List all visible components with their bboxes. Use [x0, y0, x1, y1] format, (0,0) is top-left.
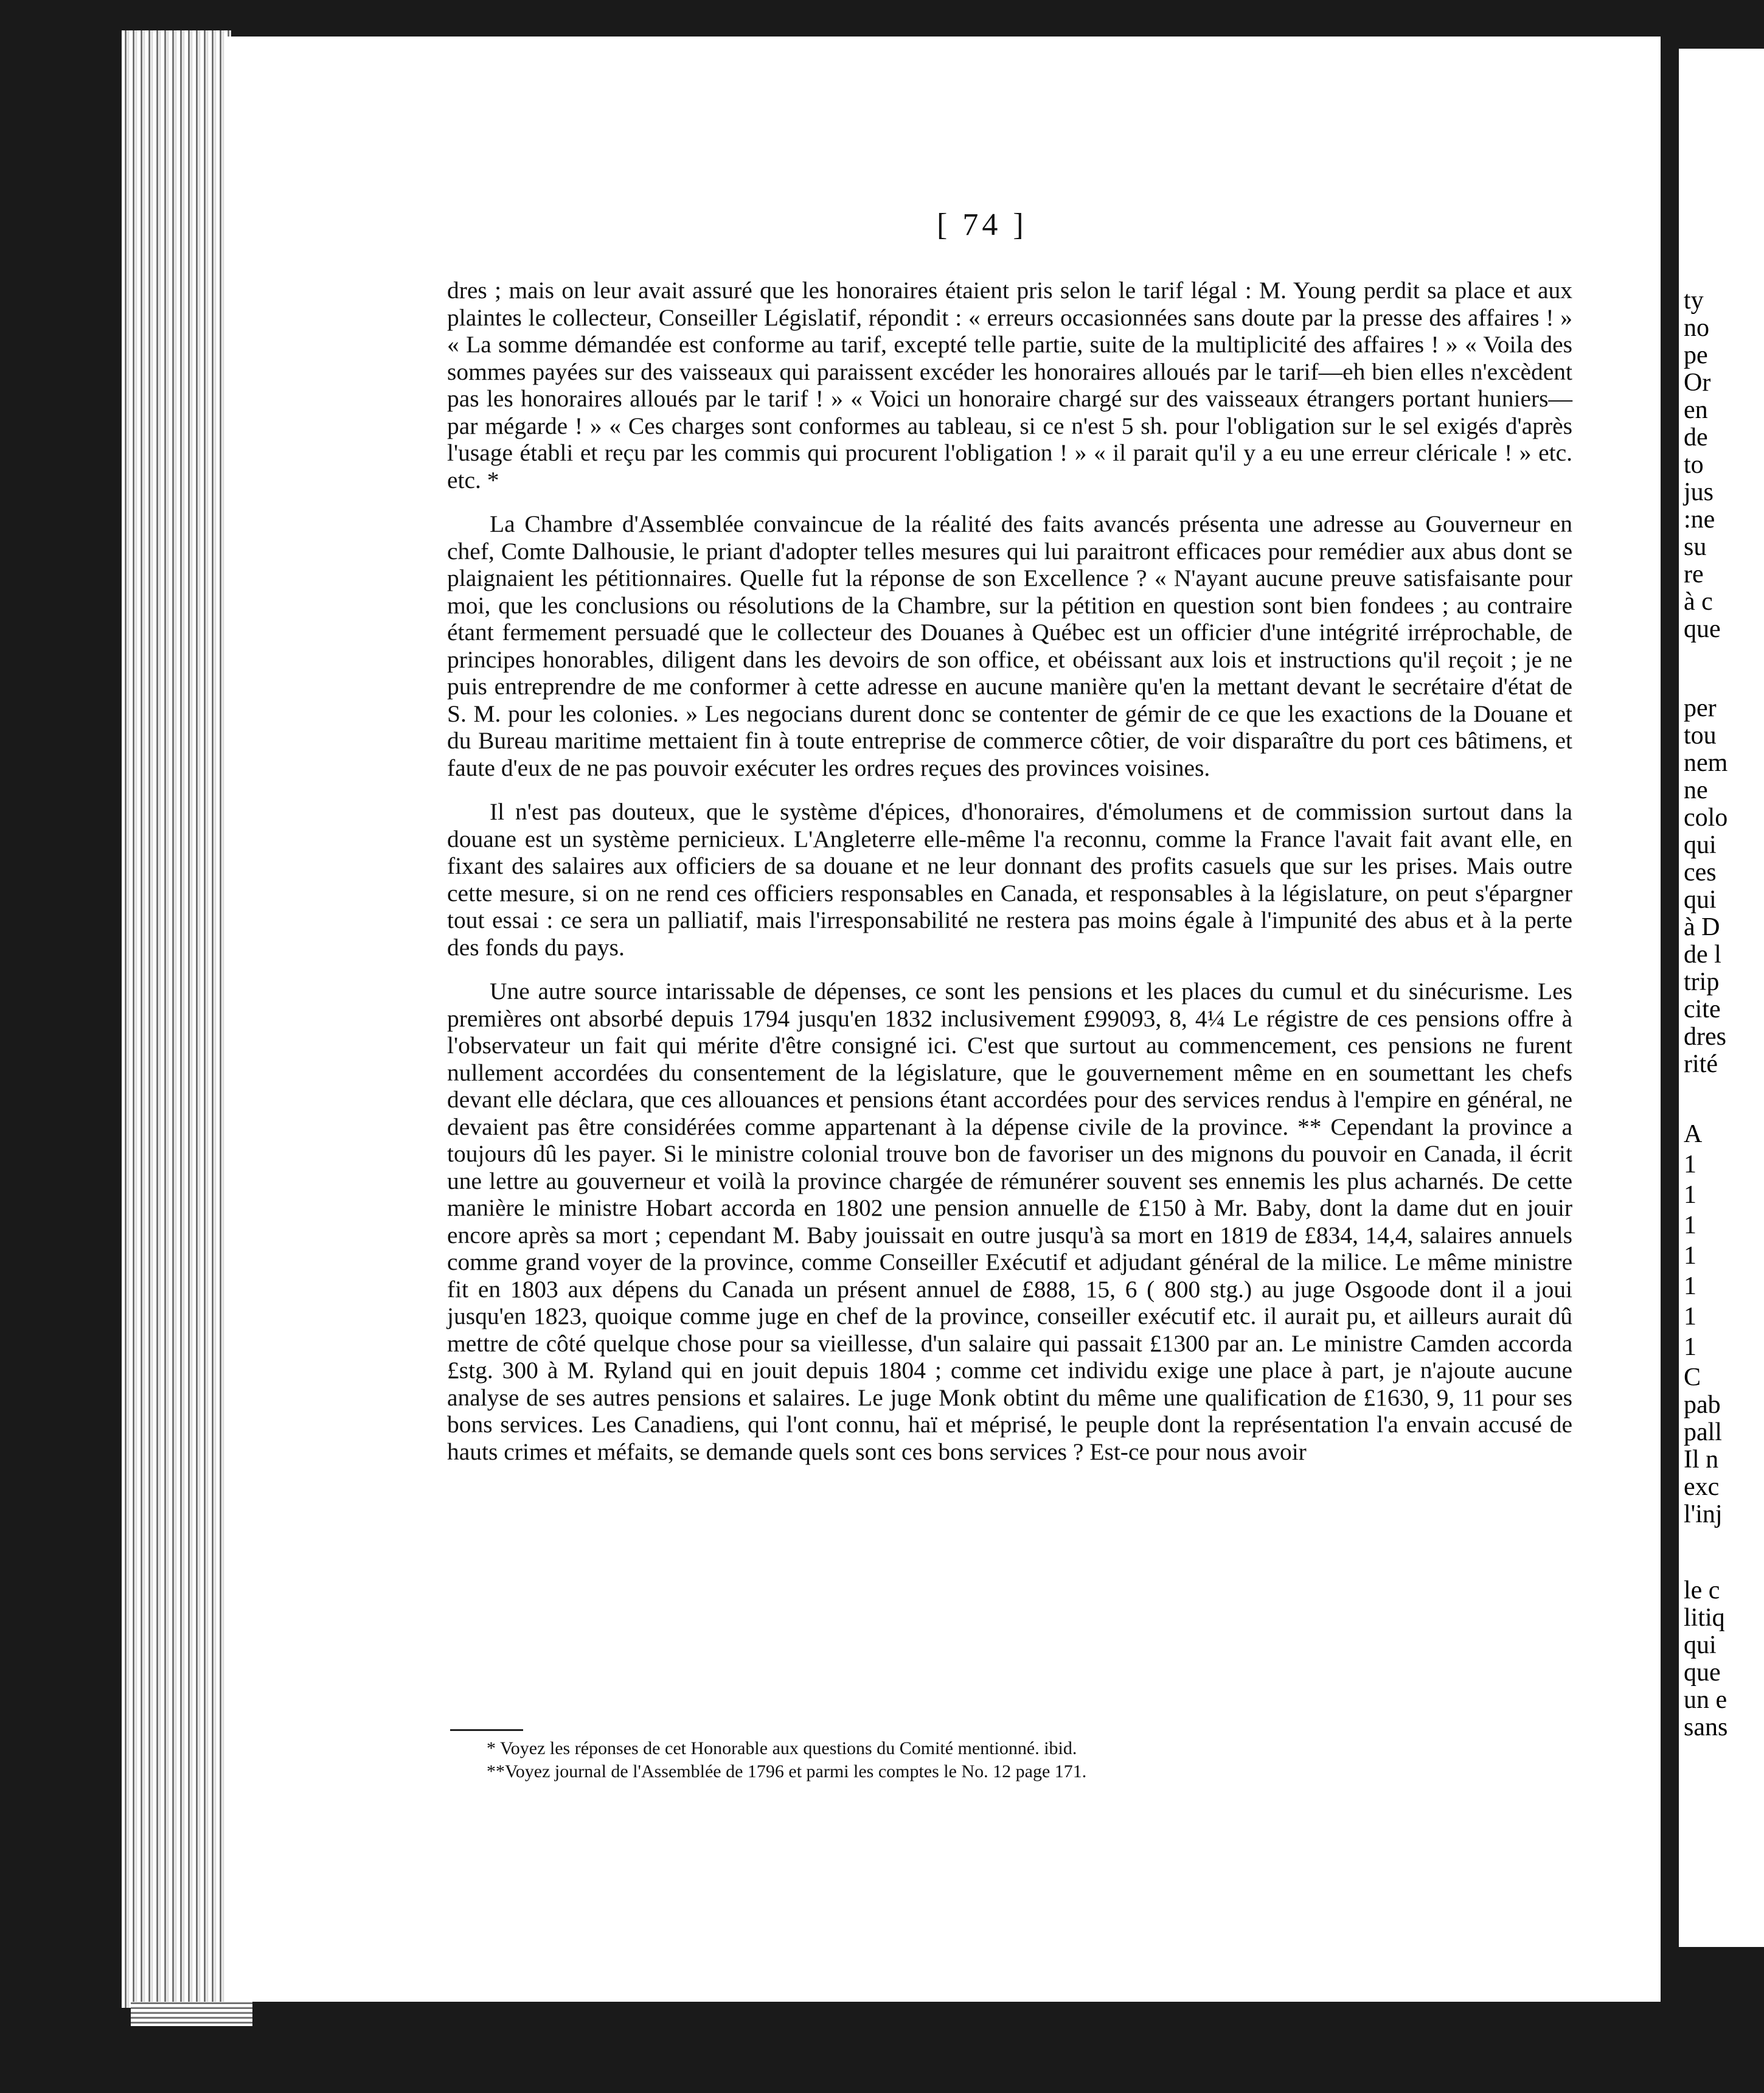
paragraph: La Chambre d'Assemblée convaincue de la réalité des faits avancés présenta une adresse au Gouverneur en chef, Comte Dalhousie, le priant d'adopter telles mesures qui lui paraitront efficaces pour remédier aux abus dont se plaignaient les pétitionnaires. Quelle fut la réponse de son Excellence ? « N'ayant aucune preuve satisfaisante pour moi, que les conclusions ou résolutions de la Chambre, sur la pétition en question sont bien fondees ; au contraire étant fermement persuadé que le collecteur des Douanes à Québec est un officier d'une intégrité irréprochable, de principes honorables, diligent dans les devoirs de son office, et obéissant aux lois et instructions qu'il reçoit ; je ne puis entreprendre de me conformer à cette adresse en aucune manière qu'en la mettant devant le secrétaire d'état de S. M. pour les colonies. » Les negocians durent donc se contenter de gémir de ce que les exactions de la Douane et du Bureau maritime mettaient fin à toute entreprise de commerce côtier, de voir disparaître du port ces bâtimens, et faute d'eux de ne pas pouvoir exécuter les ordres reçues des provinces voisines. — [447, 510, 1572, 781]
adjacent-page-fragment: 1 — [1684, 1242, 1696, 1270]
adjacent-page-fragment: 1 — [1684, 1151, 1696, 1179]
adjacent-page-fragment: to — [1684, 451, 1704, 479]
adjacent-page-fragment: à D — [1684, 913, 1720, 941]
adjacent-page-fragment: C — [1684, 1363, 1701, 1391]
adjacent-page-fragment: ty — [1684, 287, 1704, 315]
adjacent-page-fragment: pall — [1684, 1418, 1722, 1446]
adjacent-page-fragment: jus — [1684, 478, 1714, 506]
adjacent-page-fragment: de l — [1684, 941, 1721, 969]
adjacent-page-fragment: en — [1684, 396, 1708, 424]
adjacent-page-fragment: qui — [1684, 831, 1717, 859]
paragraph: Il n'est pas douteux, que le système d'épices, d'honoraires, d'émolumens et de commission surtout dans la douane est un système pernicieux. L'Angleterre elle-même l'a reconnu, comme la France l'avait fait avant elle, en fixant des salaires aux officiers de sa douane et ne leur donnant des profits casuels que sur les prises. Mais outre cette mesure, si on ne rend ces officiers responsables en Canada, et responsables à la législature, on peut s'épargner tout essai : ce sera un palliatif, mais l'irresponsabilité ne restera pas moins égale à l'impunité des abus et à la perte des fonds du pays. — [447, 798, 1572, 961]
adjacent-page-fragment: colo — [1684, 804, 1728, 832]
adjacent-page-fragment: rité — [1684, 1050, 1718, 1078]
adjacent-page-fragment: tou — [1684, 722, 1717, 750]
adjacent-page — [1679, 49, 1764, 1947]
adjacent-page-fragment: A — [1684, 1120, 1703, 1148]
adjacent-page-fragment: su — [1684, 533, 1707, 561]
body-text — [447, 277, 1572, 1482]
adjacent-page-fragment: exc — [1684, 1473, 1720, 1501]
adjacent-page-fragment: qui — [1684, 886, 1717, 914]
adjacent-page-fragment: litiq — [1684, 1604, 1725, 1632]
adjacent-page-fragment: ne — [1684, 776, 1708, 804]
adjacent-page-fragment: Or — [1684, 369, 1711, 397]
book-page-edges-bottom — [131, 2002, 252, 2026]
book-page-edges — [122, 30, 231, 2008]
adjacent-page-fragment: cite — [1684, 995, 1721, 1023]
adjacent-page-fragment: nem — [1684, 749, 1728, 777]
adjacent-page-fragment: :ne — [1684, 506, 1715, 534]
adjacent-page-fragment: pe — [1684, 341, 1708, 369]
adjacent-page-fragment: 1 — [1684, 1333, 1696, 1361]
footnote: * Voyez les réponses de cet Honorable aux questions du Comité mentionné. ibid. — [487, 1738, 1077, 1758]
adjacent-page-fragment: pab — [1684, 1391, 1721, 1419]
adjacent-page-fragment: un e — [1684, 1686, 1728, 1714]
adjacent-page-fragment: qui — [1684, 1631, 1717, 1659]
adjacent-page-fragment: no — [1684, 314, 1709, 342]
paragraph: Une autre source intarissable de dépenses, ce sont les pensions et les places du cumul et du sinécurisme. Les premières ont absorbé depuis 1794 jusqu'en 1832 inclusivement £99093, 8, 4¼ Le régistre de ces pensions offre à l'observateur un fait qui mérite d'être consigné ici. C'est que surtout au commencement, ces pensions ne furent nullement accordées du consentement de la législature, que le gouvernement même en en soumettant les chefs devant elle déclara, que ces allouances et pensions étant accordées pour des services rendus à l'empire en général, ne devaient pas être considérées comme appartenant à la dépense civile de la province. ** Cependant la province a toujours dû les payer. Si le ministre colonial trouve bon de favoriser un des mignons du pouvoir en Canada, il écrit une lettre au gouverneur et voilà la province chargée de rémunérer souvent ses ennemis les plus acharnés. De cette manière le ministre Hobart accorda en 1802 une pension annuelle de £150 à Mr. Baby, dont la dame dut en jouir encore après sa mort ; cependant M. Baby jouissait en outre jusqu'à sa mort en 1819 de £834, 14,4, salaires annuels comme grand voyer de la province, comme Conseiller Exécutif et adjudant général de la milice. Le même ministre fit en 1803 aux dépens du Canada un présent annuel de £888, 15, 6 ( 800 stg.) au juge Osgoode dont il a joui jusqu'en 1823, quoique comme juge en chef de la province, conseiller exécutif etc. il aurait pu, et ailleurs aurait dû mettre de côté quelque chose pour sa vieillesse, d'un salaire qui passait £1300 par an. Le ministre Camden accorda £stg. 300 à M. Ryland qui en jouit depuis 1804 ; comme cet individu exige une place à part, je n'ajoute aucune analyse de ses autres pensions et salaires. Le juge Monk obtint du même une qualification de £1630, 9, 11 pour ses bons services. Les Canadiens, qui l'ont connu, haï et méprisé, le peuple dont la représentation l'a envain accusé de hauts crimes et méfaits, se demande quels sont ces bons services ? Est-ce pour nous avoir — [447, 978, 1572, 1465]
adjacent-page-fragment: que — [1684, 615, 1721, 643]
footnote: **Voyez journal de l'Assemblée de 1796 et parmi les comptes le No. 12 page 171. — [487, 1761, 1087, 1781]
adjacent-page-fragment: sans — [1684, 1713, 1728, 1741]
adjacent-page-fragment: ces — [1684, 858, 1717, 886]
adjacent-page-fragment: 1 — [1684, 1181, 1696, 1209]
adjacent-page-fragment: per — [1684, 694, 1717, 722]
paragraph: dres ; mais on leur avait assuré que les honoraires étaient pris selon le tarif légal : M. Young perdit sa place et aux plaintes le collecteur, Conseiller Législatif, répondit : « erreurs occasionnées sans doute par la presse des affaires ! » « La somme démandée est conforme au tarif, excepté telle partie, suite de la multiplicité des affaires ! » « Voila des sommes payées sur des vaisseaux qui paraissent excéder les honoraires alloués par le tarif—eh bien elles n'excèdent pas les honoraires alloués par le tarif ! » « Voici un honoraire chargé sur des vaisseaux étrangers portant huniers—par mégarde ! » « Ces charges sont conformes au tableau, si ce n'est 5 sh. pour l'obligation sur le sel exigés d'après l'usage établi et reçu par les commis qui procurent l'obligation ! » « il parait qu'il y a eu une erreur cléricale ! » etc. etc. * — [447, 277, 1572, 493]
adjacent-page-fragment: trip — [1684, 968, 1720, 996]
footnote-divider — [450, 1729, 523, 1731]
adjacent-page-fragment: à c — [1684, 588, 1713, 616]
adjacent-page-fragment: de — [1684, 423, 1708, 451]
adjacent-page-fragment: le c — [1684, 1576, 1720, 1604]
adjacent-page-fragment: que — [1684, 1659, 1721, 1687]
adjacent-page-fragment: 1 — [1684, 1272, 1696, 1300]
page-number: [ 74 ] — [937, 207, 1027, 242]
footnotes — [487, 1737, 1399, 1783]
adjacent-page-fragment: dres — [1684, 1023, 1726, 1051]
adjacent-page-fragment: re — [1684, 560, 1704, 588]
adjacent-page-fragment: Il n — [1684, 1446, 1719, 1474]
adjacent-page-fragment: 1 — [1684, 1303, 1696, 1331]
adjacent-page-fragment: l'inj — [1684, 1500, 1723, 1528]
adjacent-page-fragment: 1 — [1684, 1211, 1696, 1239]
